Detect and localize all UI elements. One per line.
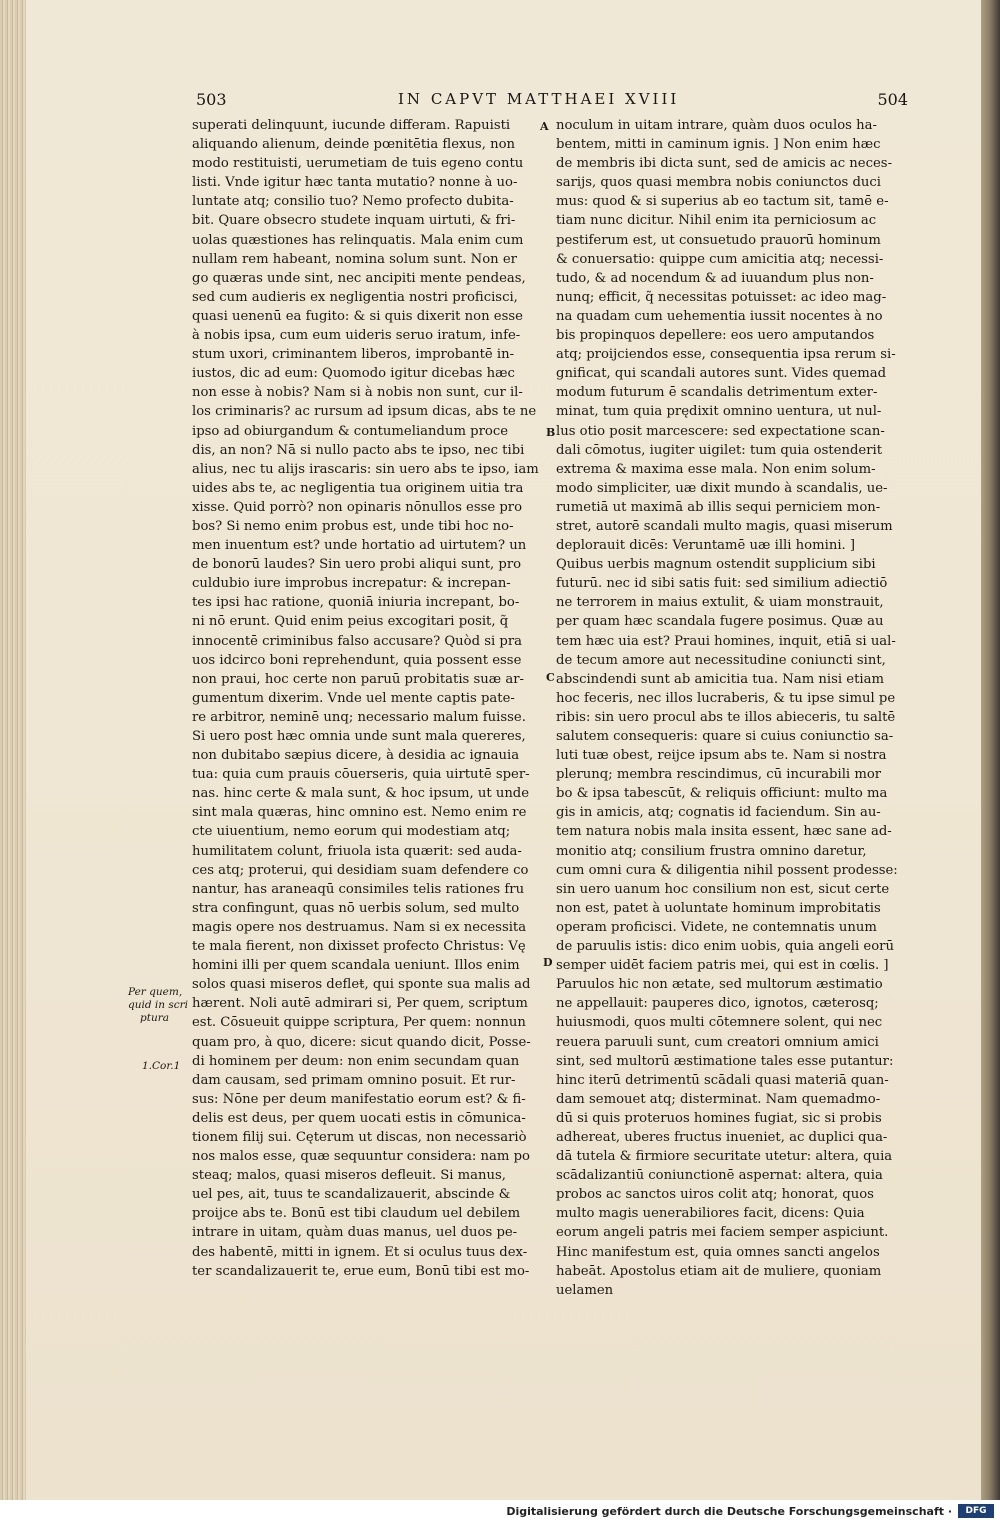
text-line: minat, tum quia prędixit omnino uentura, ut nul- — [556, 404, 882, 420]
text-line: dis, an non? Nā si nullo pacto abs te ipso, nec tibi — [192, 442, 525, 458]
text-line: deplorauit dicēs: Veruntamē uæ illi homini. ] — [556, 538, 856, 554]
text-column-left — [192, 116, 544, 1281]
text-line: quasi uenenū ea fugito: & si quis dixerit non esse — [192, 308, 523, 324]
text-line: dā tutela & firmiore securitate utetur: altera, quia — [556, 1149, 893, 1165]
text-line: hærent. Noli autē admirari si, Per quem, scriptum — [192, 996, 528, 1012]
text-line: homini illi per quem scandala ueniunt. Illos enim — [192, 958, 520, 974]
text-line: ne terrorem in maius extulit, & uiam monstrauit, — [556, 595, 884, 611]
page-number-left: 503 — [196, 90, 227, 109]
text-line: dali cōmotus, iugiter uigilet: tum quia ostenderit — [556, 442, 883, 458]
text-line: nunq; efficit, q̃ necessitas potuisset: ac ideo mag- — [556, 289, 887, 305]
text-line: ne appellauit: pauperes dico, ignotos, cæterosq; — [556, 996, 879, 1012]
text-line: re arbitror, neminē unq; necessario malum fuisse. — [192, 709, 526, 725]
text-line: iustos, dic ad eum: Quomodo igitur dicebas hæc — [192, 366, 515, 382]
text-line: per quam hæc scandala fugere posimus. Quæ au — [556, 614, 884, 630]
text-line: bo & ipsa tabescūt, & reliquis officiunt: multo ma — [556, 786, 888, 802]
text-line: nos malos esse, quæ sequuntur considera: nam po — [192, 1149, 530, 1165]
text-line: modum futurum ē scandalis detrimentum exter- — [556, 385, 878, 401]
text-line: extrema & maxima esse mala. Non enim solum- — [556, 461, 876, 477]
text-line: bit. Quare obsecro studete inquam uirtuti, & fri- — [192, 213, 516, 229]
text-line: uos idcirco boni reprehendunt, quia possent esse — [192, 652, 522, 668]
text-line: quam pro, à quo, dicere: sicut quando dicit, Posse- — [192, 1034, 531, 1050]
text-line: stum uxori, criminantem liberos, improbantē in- — [192, 347, 515, 363]
text-line: hinc iterū detrimentū scādali quasi materiā quan- — [556, 1072, 889, 1088]
text-line: scādalizantiū coniunctionē aspernat: altera, quia — [556, 1168, 883, 1184]
text-line: noculum in uitam intrare, quàm duos oculos ha- — [556, 118, 877, 133]
text-line: modo restituisti, uerumetiam de tuis egeno contu — [192, 156, 524, 172]
text-line: tiam nunc dicitur. Nihil enim ita perniciosum ac — [556, 213, 877, 229]
footer-credit: Digitalisierung gefördert durch die Deutsche Forschungsgemeinschaft · — [506, 1505, 952, 1518]
margin-note-line: ptura — [140, 1012, 169, 1024]
text-line: ni nō erunt. Quid enim peius excogitari posit, q̃ — [192, 614, 509, 630]
text-line: habeāt. Apostolus etiam ait de muliere, quoniam — [556, 1263, 882, 1279]
text-line: à nobis ipsa, cum eum uideris seruo iratum, infe- — [192, 328, 521, 344]
text-line: cte uiuentium, nemo eorum qui modestiam atq; — [192, 824, 511, 840]
text-line: dam causam, sed primam omnino posuit. Et rur- — [192, 1072, 516, 1088]
text-line: dam semouet atq; disterminat. Nam quemadmo- — [556, 1091, 881, 1107]
text-line: sarijs, quos quasi membra nobis coniunctos duci — [556, 175, 882, 191]
text-line: bentem, mitti in caminum ignis. ] Non enim hæc — [556, 137, 881, 153]
text-line: luntate atq; consilio tuo? Nemo profecto dubita- — [192, 194, 514, 210]
text-line: de membris ibi dicta sunt, sed de amicis ac neces- — [556, 156, 893, 172]
text-line: tua: quia cum prauis cōuerseris, quia uirtutē sper- — [192, 767, 530, 783]
text-line: pestiferum est, ut consuetudo prauorū hominum — [556, 232, 881, 248]
text-line: non dubitabo sæpius dicere, à desidia ac ignauia — [192, 748, 520, 764]
text-line: non est, patet à uoluntate hominum improbitatis — [556, 900, 881, 916]
text-line: monitio atq; consilium frustra omnino daretur, — [556, 843, 867, 859]
text-line: luti tuæ obest, reijce ipsum abs te. Nam si nostra — [556, 748, 887, 764]
running-title: IN CAPVT MATTHAEI XVIII — [398, 90, 680, 108]
text-line: ter scandalizauerit te, erue eum, Bonū tibi est mo- — [192, 1263, 530, 1279]
text-line: sin uero uanum hoc consilium non est, sicut certe — [556, 881, 890, 897]
text-line: te mala fierent, non dixisset profecto Christus: Vę — [192, 939, 526, 955]
text-line: uelamen — [556, 1282, 614, 1298]
text-line: tem natura nobis mala insita essent, hæc sane ad- — [556, 824, 892, 840]
text-line: Quibus uerbis magnum ostendit supplicium sibi — [556, 557, 876, 573]
text-line: intrare in uitam, quàm duas manus, uel duos pe- — [192, 1225, 518, 1241]
text-line: tudo, & ad nocendum & ad iuuandum plus non- — [556, 270, 874, 286]
text-line: eorum angeli patris mei faciem semper aspiciunt. — [556, 1225, 889, 1241]
text-line: steaq; malos, quasi miseros defleuit. Si manus, — [192, 1168, 506, 1184]
text-line: modo simpliciter, uæ dixit mundo à scandalis, ue- — [556, 480, 888, 496]
text-line: huiusmodi, quos multi cōtemnere solent, qui nec — [556, 1015, 883, 1031]
text-line: gis in amicis, atq; cognatis id faciendum. Sin au- — [556, 805, 881, 821]
text-line: bis propinquos depellere: eos uero amputandos — [556, 328, 875, 344]
footer-bar — [0, 1500, 1000, 1523]
text-line: & conuersatio: quippe cum amicitia atq; necessi- — [556, 251, 884, 267]
text-line: alius, nec tu alijs irascaris: sin uero abs te ipso, iam — [192, 461, 539, 477]
text-line: atq; proijciendos esse, consequentia ipsa rerum si- — [556, 347, 896, 363]
text-line: adhereat, uberes fructus inueniet, ac duplici qua- — [556, 1129, 888, 1145]
text-line: ces atq; proterui, qui desidiam suam defendere co — [192, 862, 529, 878]
text-line: go quæras unde sint, nec ancipiti mente pendeas, — [192, 270, 526, 286]
text-line: rumetiā ut maximā ab illis sequi perniciem mon- — [556, 499, 881, 515]
text-line: non praui, hoc certe non paruū probitatis suæ ar- — [192, 671, 524, 687]
page-header — [168, 88, 908, 112]
text-line: abscindendi sunt ab amicitia tua. Nam nisi etiam — [556, 671, 884, 687]
text-line: gumentum dixerim. Vnde uel mente captis pate- — [192, 690, 515, 706]
text-line: semper uidēt faciem patris mei, qui est in cœlis. ] — [556, 958, 889, 974]
text-line: tionem filij sui. Cęterum ut discas, non necessariò — [192, 1129, 527, 1145]
page-number-right: 504 — [877, 90, 908, 109]
text-line: uolas quæstiones has relinquatis. Mala enim cum — [192, 232, 524, 248]
dfg-logo: DFG — [958, 1504, 994, 1518]
text-line: superati delinquunt, iucunde differam. Rapuisti — [192, 118, 511, 133]
text-line: Paruulos hic non ætate, sed multorum æstimatio — [556, 977, 883, 993]
text-line: stret, autorē scandali multo magis, quasi miserum — [556, 518, 893, 534]
text-line: plerunq; membra rescindimus, cū incurabili mor — [556, 767, 882, 783]
text-line: sint, sed multorū æstimatione tales esse putantur: — [556, 1053, 894, 1069]
text-line: reuera paruuli sunt, cum creatori omnium amici — [556, 1034, 879, 1050]
section-marker-c: C — [546, 671, 555, 684]
text-line: uel pes, ait, tuus te scandalizauerit, abscinde & — [192, 1187, 511, 1203]
text-line: gnificat, qui scandali autores sunt. Vides quemad — [556, 366, 887, 382]
text-line: dū si quis proteruos homines fugiat, sic si probis — [556, 1110, 882, 1126]
section-marker-b: B — [546, 426, 556, 439]
text-line: Hinc manifestum est, quia omnes sancti angelos — [556, 1244, 880, 1260]
text-line: probos ac sanctos uiros colit atq; honorat, quos — [556, 1187, 874, 1203]
text-line: Si uero post hæc omnia unde sunt mala quereres, — [192, 729, 526, 744]
text-line: listi. Vnde igitur hæc tanta mutatio? nonne à uo- — [192, 175, 518, 191]
text-line: los criminaris? ac rursum ad ipsum dicas, abs te ne — [192, 404, 537, 420]
page-edges — [0, 0, 26, 1500]
text-line: humilitatem colunt, friuola ista quærit: sed auda- — [192, 843, 522, 859]
text-line: bos? Si nemo enim probus est, unde tibi hoc no- — [192, 518, 514, 534]
text-column-right — [556, 116, 908, 1300]
text-line: uides abs te, ac negligentia tua originem uitia tra — [192, 480, 524, 496]
text-line: magis opere nos destruamus. Nam si ex necessita — [192, 919, 527, 935]
text-line: sus: Nōne per deum manifestatio eorum est? & fi- — [192, 1091, 526, 1107]
text-line: culdubio iure improbus increpatur: & increpan- — [192, 576, 511, 592]
text-line: men inuentum est? unde hortatio ad uirtutem? un — [192, 538, 527, 554]
text-line: aliquando alienum, deinde pœnitētia flexus, non — [192, 137, 516, 153]
text-line: de paruulis istis: dico enim uobis, quia angeli eorū — [556, 939, 894, 955]
text-line: est. Cōsueuit quippe scriptura, Per quem: nonnun — [192, 1015, 526, 1031]
text-line: innocentē criminibus falso accusare? Quòd si pra — [192, 633, 523, 649]
text-line: lus otio posit marcescere: sed expectatione scan- — [556, 423, 885, 439]
text-line: stra confingunt, quas nō uerbis solum, sed multo — [192, 900, 520, 916]
text-line: mus: quod & si superius ab eo tactum sit, tamē e- — [556, 194, 889, 210]
text-line: solos quasi miseros defleŧ, qui sponte sua malis ad — [192, 977, 531, 993]
text-line: nullam rem habeant, nomina solum sunt. Non er — [192, 251, 517, 267]
margin-note-per-quem — [128, 986, 188, 1025]
text-line: di hominem per deum: non enim secundam quan — [192, 1053, 520, 1069]
text-line: na quadam cum uehementia iussit nocentes à no — [556, 308, 883, 324]
text-line: non esse à nobis? Nam si à nobis non sunt, cur il- — [192, 385, 523, 401]
text-line: operam proficisci. Videte, ne contemnatis unum — [556, 919, 877, 935]
text-line: cum omni cura & diligentia nihil possent prodesse: — [556, 862, 898, 878]
text-line: delis est deus, per quem uocati estis in cōmunica- — [192, 1110, 526, 1126]
margin-note-cor: 1.Cor.1 — [142, 1060, 181, 1072]
text-line: futurū. nec id sibi satis fuit: sed similium adiectiō — [556, 576, 888, 592]
text-line: sint mala quæras, hinc omnino est. Nemo enim re — [192, 805, 527, 821]
text-line: tem hæc uia est? Praui homines, inquit, etiā si ual- — [556, 633, 896, 649]
text-line: multo magis uenerabiliores facit, dicens: Quia — [556, 1206, 865, 1222]
section-marker-d: D — [543, 956, 553, 969]
text-line: tes ipsi hac ratione, quoniā iniuria increpant, bo- — [192, 595, 520, 611]
text-line: ribis: sin uero procul abs te illos abieceris, tu saltē — [556, 709, 896, 725]
text-line: xisse. Quid porrò? non opinaris nōnullos esse pro — [192, 499, 523, 515]
text-line: nantur, has araneaqū consimiles telis rationes fru — [192, 881, 525, 897]
text-line: des habentē, mitti in ignem. Et si oculus tuus dex- — [192, 1244, 528, 1260]
text-line: salutem consequeris: quare si cuius coniunctio sa- — [556, 729, 894, 744]
text-line: proijce abs te. Bonū est tibi claudum uel debilem — [192, 1206, 521, 1222]
text-line: sed cum audieris ex negligentia nostri proficisci, — [192, 289, 518, 305]
text-line: de tecum amore aut necessitudine coniuncti sint, — [556, 652, 886, 668]
margin-note-line: quid in scri — [128, 999, 189, 1011]
text-line: de bonorū laudes? Sin uero probi aliqui sunt, pro — [192, 557, 522, 573]
text-line: nas. hinc certe & mala sunt, & hoc ipsum, ut unde — [192, 786, 530, 802]
text-line: ipso ad obiurgandum & contumeliandum proce — [192, 423, 509, 439]
text-line: hoc feceris, nec illos lucraberis, & tu ipse simul pe — [556, 690, 896, 706]
section-marker-a: A — [540, 120, 549, 133]
margin-note-line: Per quem, — [128, 986, 183, 998]
